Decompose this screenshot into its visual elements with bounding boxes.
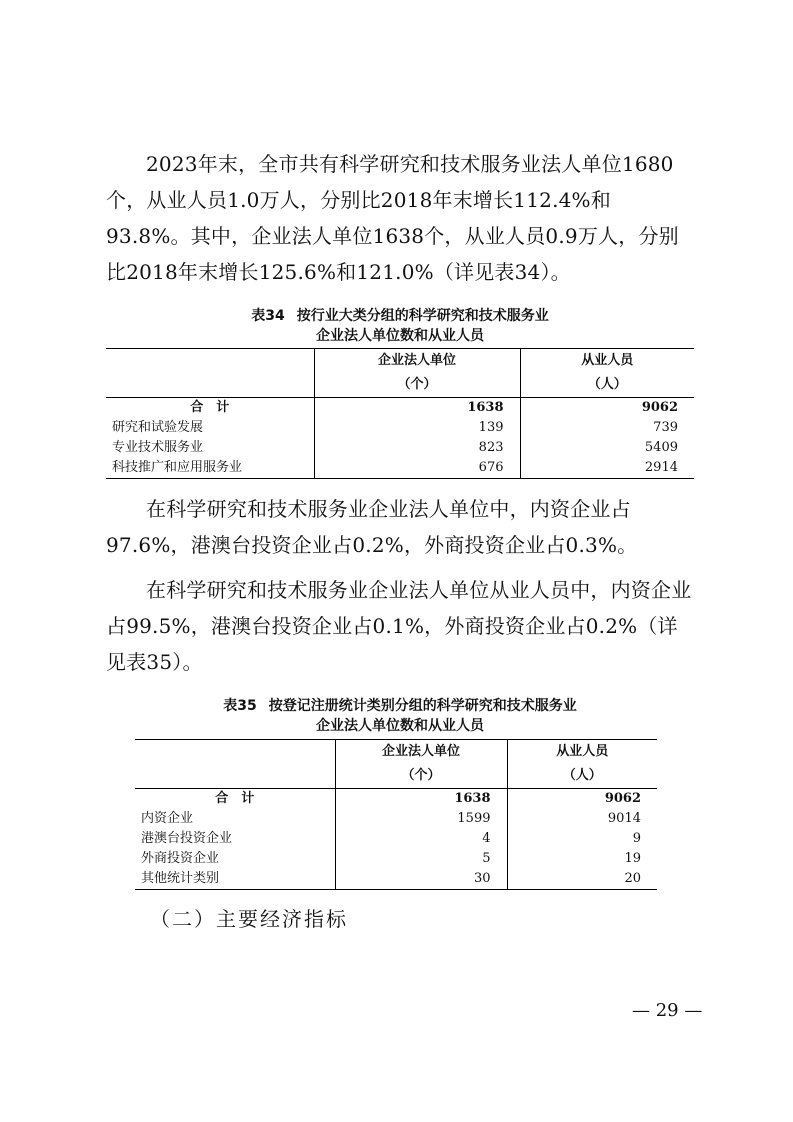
table35-row-label: 港澳台投资企业 xyxy=(141,831,233,846)
table34-stub-header xyxy=(106,349,314,374)
table35 xyxy=(135,739,657,890)
table34-row-units: 676 xyxy=(314,458,520,479)
paragraph-employees-share: 在科学研究和技术服务业企业法人单位从业人员中，内资企业占99.5%，港澳台投资企业占0.1%，外商投资企业占0.2%（详见表35）。 xyxy=(106,578,692,674)
table34-row-label: 研究和试验发展 xyxy=(112,420,204,435)
table35-stub-header-2 xyxy=(135,764,335,789)
table35-col-units-unit: （个） xyxy=(335,764,507,789)
table35-row-units: 1638 xyxy=(335,789,507,810)
table34-row-label: 科技推广和应用服务业 xyxy=(106,458,314,479)
table34-row-employees: 9062 xyxy=(520,398,694,419)
table35-row-label: 外商投资企业 xyxy=(141,851,220,866)
table34-col-employees-header: 从业人员 xyxy=(520,349,694,374)
table35-title-line2: 企业法人单位数和从业人员 xyxy=(316,718,484,734)
table34-row-label: 合 计 xyxy=(190,400,230,415)
table-row xyxy=(135,849,657,869)
table34-row-units: 823 xyxy=(314,438,520,458)
table35-row-units: 4 xyxy=(335,829,507,849)
table-row xyxy=(135,789,657,810)
table35-col-employees-unit: （人） xyxy=(507,764,657,789)
paragraph-summary: 2023年末，全市共有科学研究和技术服务业法人单位1680个，从业人员1.0万人，分别比2018年末增长112.4%和93.8%。其中，企业法人单位1638个，从业人员0.9万人，分别比2018年末增长125.6%和121.0%（详见表34）。 xyxy=(106,152,679,284)
table34-title-line2: 企业法人单位数和从业人员 xyxy=(316,328,484,344)
table-row xyxy=(135,809,657,829)
table35-row-employees: 19 xyxy=(507,849,657,869)
table-row xyxy=(135,829,657,849)
table-row xyxy=(135,869,657,890)
table34 xyxy=(106,348,694,479)
table34-stub-header-2 xyxy=(106,373,314,398)
table34-col-units-header: 企业法人单位 xyxy=(314,349,520,374)
page-number: — 29 — xyxy=(632,1000,703,1021)
paragraph-units-share: 在科学研究和技术服务业企业法人单位中，内资企业占97.6%，港澳台投资企业占0.2%，外商投资企业占0.3%。 xyxy=(106,497,638,557)
table35-row-employees: 9062 xyxy=(507,789,657,810)
table35-number: 表35 xyxy=(223,698,257,714)
table34-row-units: 139 xyxy=(314,418,520,438)
table34-number: 表34 xyxy=(251,308,285,324)
table35-row-units: 1599 xyxy=(335,809,507,829)
table35-row-units: 5 xyxy=(335,849,507,869)
table34-row-units: 1638 xyxy=(314,398,520,419)
table35-title: 按登记注册统计类别分组的科学研究和技术服务业 xyxy=(268,698,577,714)
table35-caption xyxy=(106,696,694,736)
table34-col-employees-unit: （人） xyxy=(520,373,694,398)
table34-title-line1 xyxy=(106,306,694,326)
table34-row-label: 专业技术服务业 xyxy=(112,440,204,455)
table34-row-employees: 2914 xyxy=(520,458,694,479)
table34-col-units-unit: （个） xyxy=(314,373,520,398)
table35-col-employees-header: 从业人员 xyxy=(507,740,657,765)
table35-col-units-header: 企业法人单位 xyxy=(335,740,507,765)
table35-row-employees: 9014 xyxy=(507,809,657,829)
table35-row-employees: 9 xyxy=(507,829,657,849)
table35-title-line1 xyxy=(106,696,694,716)
table35-row-label: 合 计 xyxy=(215,791,255,806)
table34-caption xyxy=(106,306,694,346)
table-row xyxy=(106,458,694,479)
table35-row-employees: 20 xyxy=(507,869,657,890)
table34-row-employees: 739 xyxy=(520,418,694,438)
table-row xyxy=(106,418,694,438)
table-row xyxy=(106,438,694,458)
table-row xyxy=(106,398,694,419)
table35-stub-header xyxy=(135,740,335,765)
section-heading: （二）主要经济指标 xyxy=(150,907,348,931)
table34-title: 按行业大类分组的科学研究和技术服务业 xyxy=(296,308,549,324)
table35-row-units: 30 xyxy=(335,869,507,890)
table34-row-employees: 5409 xyxy=(520,438,694,458)
table35-row-label: 其他统计类别 xyxy=(135,869,335,890)
table35-row-label: 内资企业 xyxy=(141,811,194,826)
